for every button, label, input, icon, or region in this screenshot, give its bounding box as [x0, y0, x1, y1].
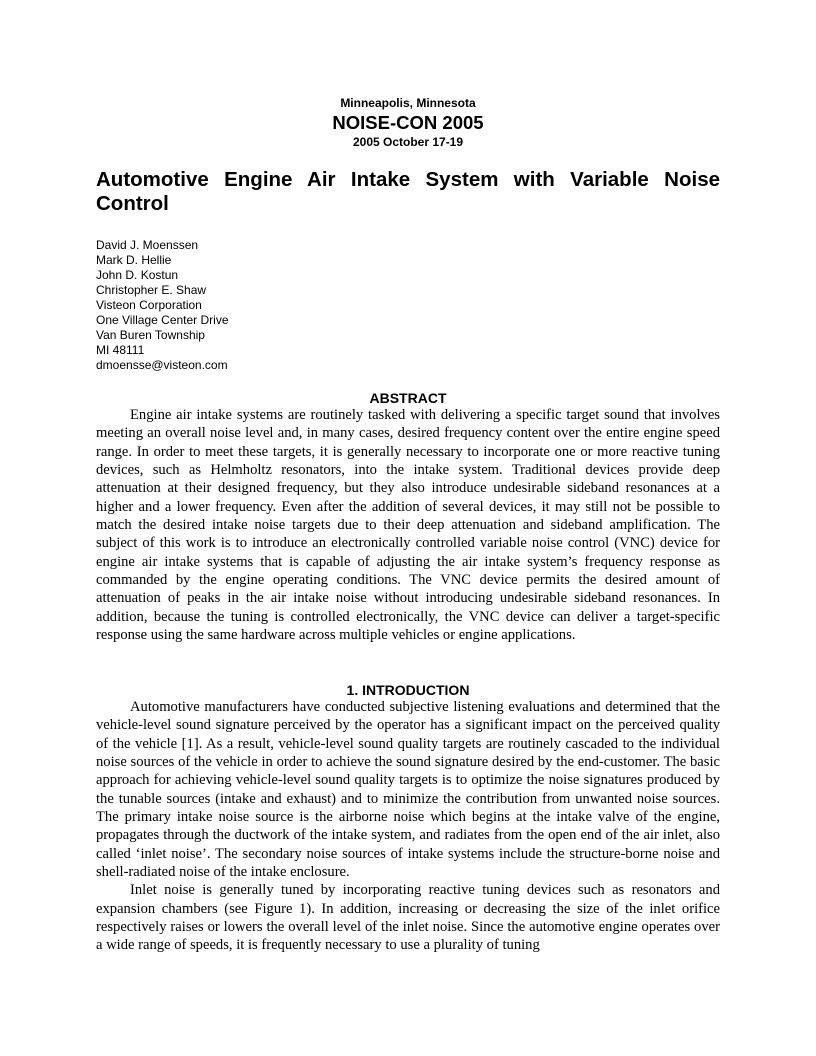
author-name: John D. Kostun: [96, 268, 179, 282]
author-email: dmoensse@visteon.com: [96, 358, 228, 372]
introduction-paragraph: Automotive manufacturers have conducted subjective listening evaluations and determined that the vehicle-level sound signature perceived by the operator has a significant impact on the perceived quality of the vehicle [1]. As a result, vehicle-level sound quality targets are routinely cascaded to the individual noise sources of the vehicle in order to achieve the sound signature desired by the end-customer. The basic approach for achieving vehicle-level sound quality targets is to optimize the noise signatures produced by the tunable sources (intake and exhaust) and to minimize the contribution from unwanted noise sources. The primary intake noise source is the airborne noise which begins at the intake valve of the engine, propagates through the ductwork of the intake system, and radiates from the open end of the air inlet, also called ‘inlet noise’. The secondary noise sources of intake systems include the structure-borne noise and shell-radiated noise of the intake enclosure.: [96, 699, 720, 881]
address-line: Van Buren Township: [96, 328, 205, 342]
author-name: Christopher E. Shaw: [96, 283, 207, 297]
address-line: One Village Center Drive: [96, 313, 229, 327]
conference-dates: 2005 October 17-19: [352, 135, 464, 149]
conference-name: NOISE-CON 2005: [332, 112, 484, 133]
introduction-paragraph: Inlet noise is generally tuned by incorporating reactive tuning devices such as resonators and expansion chambers (see Figure 1). In addition, increasing or decreasing the size of the inlet orifice respectively raises or lowers the overall level of the inlet noise. Since the automotive engine operates over a wide range of speeds, it is frequently necessary to use a plurality of tuning: [96, 882, 720, 954]
introduction-body: [96, 698, 720, 955]
abstract-body: [96, 406, 720, 644]
author-name: Mark D. Hellie: [96, 253, 172, 267]
author-block: [96, 238, 229, 373]
affiliation: Visteon Corporation: [96, 298, 202, 312]
paper-title: Automotive Engine Air Intake System with Variable Noise Control: [96, 168, 720, 215]
introduction-heading: 1. INTRODUCTION: [346, 682, 470, 698]
author-name: David J. Moenssen: [96, 238, 199, 252]
abstract-paragraph: Engine air intake systems are routinely tasked with delivering a specific target sound that involves meeting an overall noise level and, in many cases, desired frequency content over the entire engine speed range. In order to meet these targets, it is generally necessary to incorporate one or more reactive tuning devices, such as Helmholtz resonators, into the intake system. Traditional devices provide deep attenuation at their designed frequency, but they also introduce undesirable sideband resonances at a higher and a lower frequency. Even after the addition of several devices, it may still not be possible to match the desired intake noise targets due to their deep attenuation and sideband amplification. The subject of this work is to introduce an electronically controlled variable noise control (VNC) device for engine air intake systems that is capable of adjusting the air intake system’s frequency response as commanded by the engine operating conditions. The VNC device permits the desired amount of attenuation of peaks in the air intake noise without introducing undesirable sideband resonances. In addition, because the tuning is controlled electronically, the VNC device can deliver a target-specific response using the same hardware across multiple vehicles or engine applications.: [96, 407, 720, 644]
abstract-heading: ABSTRACT: [369, 390, 447, 406]
conference-location: Minneapolis, Minnesota: [340, 96, 476, 110]
address-line: MI 48111: [96, 343, 145, 357]
